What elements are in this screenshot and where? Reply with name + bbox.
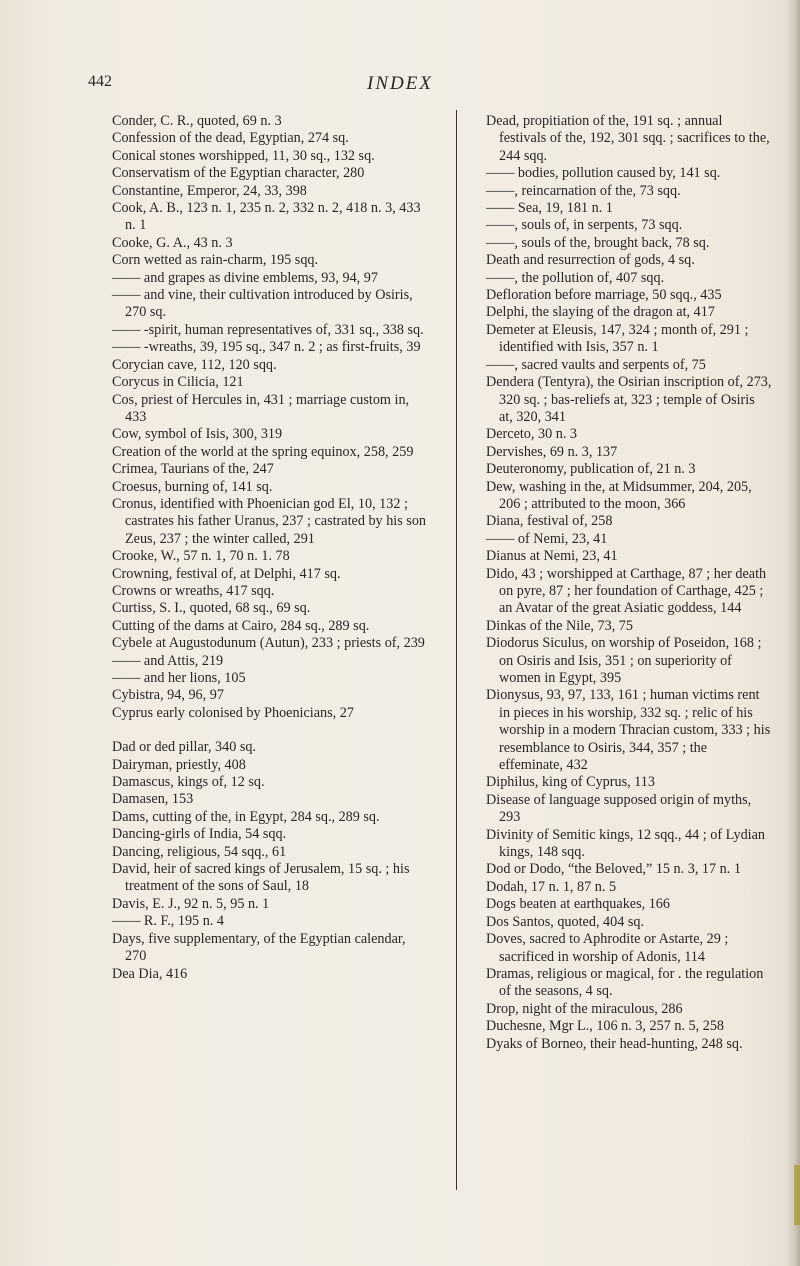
index-entry: Damasen, 153 [112,791,194,808]
page-number: 442 [88,73,112,90]
index-entry: Damascus, kings of, 12 sq. [112,774,265,791]
index-entry: Corn wetted as rain-charm, 195 sqq. [112,252,319,269]
page-edge-shadow [786,0,800,1266]
index-entry: Dianus at Nemi, 23, 41 [486,548,618,565]
index-entry: Cronus, identified with Phoenician god El, 10, 132 ; castrates his father Uranus, 237 ; castrated by his son Zeus, 237 ; the winter called, 291 [112,495,427,547]
section-gap [112,722,430,739]
index-entry: Demeter at Eleusis, 147, 324 ; month of, 291 ; identified with Isis, 357 n. 1 [486,321,749,356]
index-entry: Days, five supplementary, of the Egyptian calendar, 270 [112,930,406,965]
index-entry: Cos, priest of Hercules in, 431 ; marriage custom in, 433 [112,391,410,425]
page-header [0,73,800,97]
index-entry: Curtiss, S. I., quoted, 68 sq., 69 sq. [112,600,311,617]
index-entry: Conservatism of the Egyptian character, 280 [112,165,365,182]
index-entry: —— and vine, their cultivation introduced by Osiris, 270 sq. [112,287,413,321]
index-entry: Cow, symbol of Isis, 300, 319 [112,426,283,443]
index-entry: —— Sea, 19, 181 n. 1 [486,200,613,217]
index-entry: Cook, A. B., 123 n. 1, 235 n. 2, 332 n. 2, 418 n. 3, 433 n. 1 [112,200,421,234]
index-entry: Dido, 43 ; worshipped at Carthage, 87 ; her death on pyre, 87 ; her foundation of Carthage, 425 ; an Avatar of the great Asiatic goddess, 144 [486,565,767,617]
index-entry: —— bodies, pollution caused by, 141 sq. [486,165,721,182]
index-entry: Corycus in Cilicia, 121 [112,374,244,391]
index-entry: Dew, washing in the, at Midsummer, 204, 205, 206 ; attributed to the moon, 366 [486,478,752,512]
index-entry: Disease of language supposed origin of myths, 293 [486,791,752,826]
index-entry: Dams, cutting of the, in Egypt, 284 sq., 289 sq. [112,808,380,825]
index-entry: Dea Dia, 416 [112,965,188,982]
index-entry: Crowning, festival of, at Delphi, 417 sq. [112,565,341,582]
index-entry: Dad or ded pillar, 340 sq. [112,739,257,756]
index-entry: Derceto, 30 n. 3 [486,426,578,443]
index-entry: Divinity of Semitic kings, 12 sqq., 44 ; of Lydian kings, 148 sqq. [486,826,766,861]
index-entry: Cyprus early colonised by Phoenicians, 27 [112,704,354,721]
index-entry: —— -spirit, human representatives of, 331 sq., 338 sq. [112,321,424,338]
index-entry: Confession of the dead, Egyptian, 274 sq. [112,130,349,147]
index-entry: ——, souls of the, brought back, 78 sq. [486,234,710,251]
index-entry: Drop, night of the miraculous, 286 [486,1000,683,1017]
index-entry: Cutting of the dams at Cairo, 284 sq., 289 sq. [112,617,370,634]
index-entry: Dos Santos, quoted, 404 sq. [486,913,645,930]
index-entry: Deuteronomy, publication of, 21 n. 3 [486,461,696,478]
index-entry: Constantine, Emperor, 24, 33, 398 [112,182,307,199]
index-entry: Dendera (Tentyra), the Osirian inscription of, 273, 320 sq. ; bas-reliefs at, 323 ; temple of Osiris at, 320, 341 [486,374,772,425]
index-entry: Crooke, W., 57 n. 1, 70 n. 1. 78 [112,548,290,565]
index-entry: Croesus, burning of, 141 sq. [112,478,273,495]
index-entry: David, heir of sacred kings of Jerusalem, 15 sq. ; his treatment of the sons of Saul, 18 [112,861,410,895]
index-entry: Dancing-girls of India, 54 sqq. [112,826,287,843]
index-entry: Dervishes, 69 n. 3, 137 [486,443,618,460]
index-entry: Conical stones worshipped, 11, 30 sq., 132 sq. [112,147,375,164]
index-entry: Diphilus, king of Cyprus, 113 [486,774,655,791]
index-entry: —— -wreaths, 39, 195 sq., 347 n. 2 ; as first-fruits, 39 [112,339,421,356]
index-entry: ——, sacred vaults and serpents of, 75 [486,356,706,373]
page-edge-mark [794,1165,800,1225]
index-entry: Diana, festival of, 258 [486,513,613,530]
index-column-right [486,113,772,1053]
index-entry: Dyaks of Borneo, their head-hunting, 248 sq. [486,1035,743,1052]
index-entry: Creation of the world at the spring equinox, 258, 259 [112,443,414,460]
index-entry: Dramas, religious or magical, for . the regulation of the seasons, 4 sq. [486,965,764,1000]
index-entry: —— R. F., 195 n. 4 [112,913,224,930]
index-column-left [112,113,430,983]
index-entry: Dod or Dodo, “the Beloved,” 15 n. 3, 17 n. 1 [486,861,741,878]
index-entry: Cooke, G. A., 43 n. 3 [112,234,233,251]
index-entry: Doves, sacred to Aphrodite or Astarte, 29 ; sacrificed in worship of Adonis, 114 [486,931,729,965]
index-entry: Defloration before marriage, 50 sqq., 435 [486,287,722,304]
index-entry: Corycian cave, 112, 120 sqq. [112,356,277,373]
index-entry: Cybele at Augustodunum (Autun), 233 ; priests of, 239 [112,635,425,652]
index-entry: ——, the pollution of, 407 sqq. [486,269,665,286]
index-entry: —— and Attis, 219 [112,652,224,669]
index-entry: Dogs beaten at earthquakes, 166 [486,896,670,913]
index-entry: —— of Nemi, 23, 41 [486,530,608,547]
index-entry: Crowns or wreaths, 417 sqq. [112,582,275,599]
running-head: INDEX [367,73,433,94]
index-entry: Delphi, the slaying of the dragon at, 417 [486,304,715,321]
index-entry: Cybistra, 94, 96, 97 [112,687,224,704]
index-entry: ——, reincarnation of the, 73 sqq. [486,182,681,199]
index-entry: Dead, propitiation of the, 191 sq. ; annual festivals of the, 192, 301 sqq. ; sacrifices to the, 244 sqq. [486,113,770,164]
index-entry: Dancing, religious, 54 sqq., 61 [112,843,287,860]
index-entry: Diodorus Siculus, on worship of Poseidon, 168 ; on Osiris and Isis, 351 ; on superiority of women in Egypt, 395 [486,635,762,686]
index-entry: ——, souls of, in serpents, 73 sqq. [486,217,683,234]
index-entry: Dodah, 17 n. 1, 87 n. 5 [486,878,617,895]
index-entry: Dionysus, 93, 97, 133, 161 ; human victims rent in pieces in his worship, 332 sq. ; relic of his worship in a modern Thracian custom, 333 ; his resemblance to Osiris, 344, 357 ; the effeminate, 432 [486,687,771,774]
index-entry: Davis, E. J., 92 n. 5, 95 n. 1 [112,895,270,912]
index-entry: —— and grapes as divine emblems, 93, 94, 97 [112,269,378,286]
index-entry: Crimea, Taurians of the, 247 [112,461,274,478]
index-entry: Death and resurrection of gods, 4 sq. [486,252,695,269]
index-entry: Dinkas of the Nile, 73, 75 [486,617,633,634]
index-entry: Conder, C. R., quoted, 69 n. 3 [112,113,282,129]
index-entry: Duchesne, Mgr L., 106 n. 3, 257 n. 5, 258 [486,1018,725,1035]
column-divider [456,110,457,1190]
index-entry: Dairyman, priestly, 408 [112,756,246,773]
index-entry: —— and her lions, 105 [112,670,246,686]
